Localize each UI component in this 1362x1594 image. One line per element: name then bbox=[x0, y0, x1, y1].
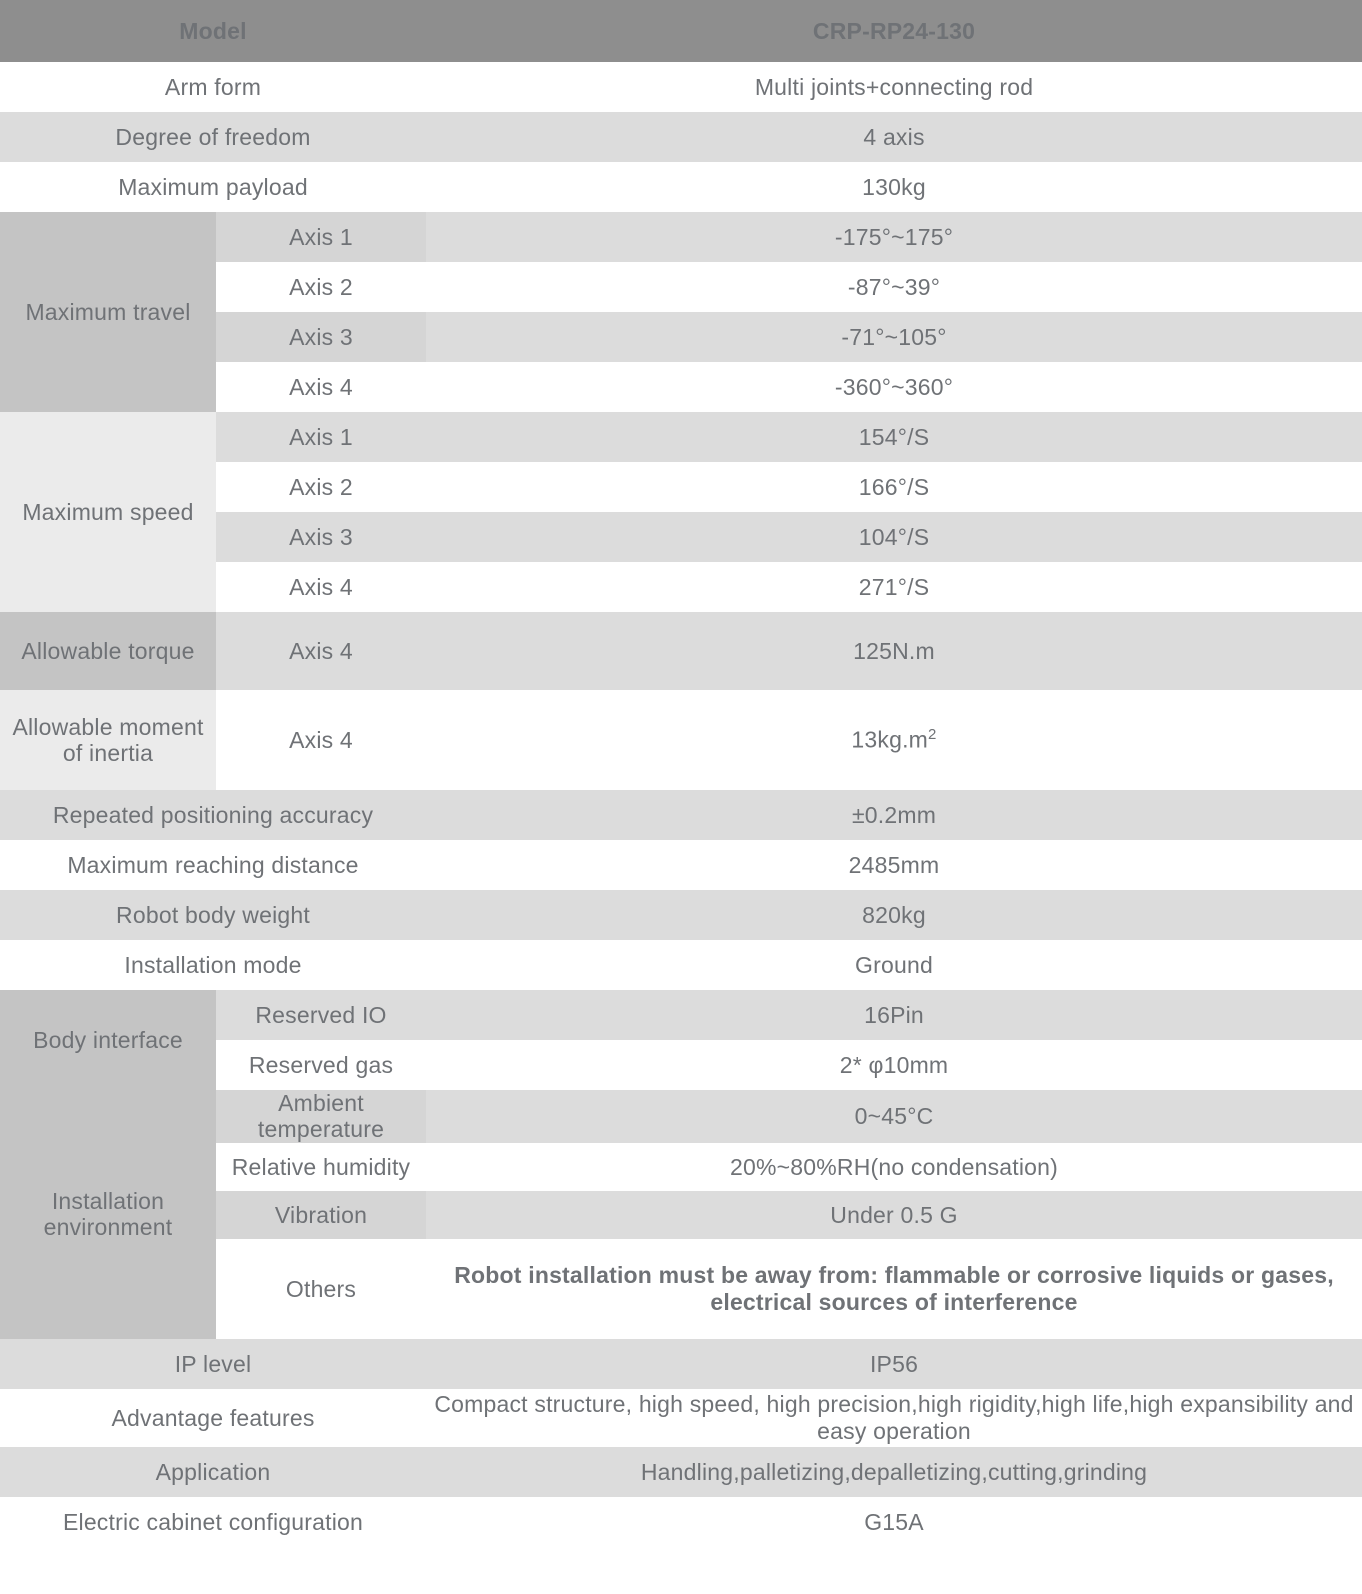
sub-label-relative-humidity: Relative humidity bbox=[216, 1143, 426, 1191]
row-value-degree-of-freedom: 4 axis bbox=[426, 112, 1362, 162]
value-travel-axis-3: -71°~105° bbox=[426, 312, 1362, 362]
row-value-installation-mode: Ground bbox=[426, 940, 1362, 990]
row-value-electric-cabinet-configuration: G15A bbox=[426, 1497, 1362, 1547]
row-label-application: Application bbox=[0, 1447, 426, 1497]
table-row bbox=[0, 212, 1362, 262]
sub-label-axis-4: Axis 4 bbox=[216, 362, 426, 412]
value-reserved-gas: 2* φ10mm bbox=[426, 1040, 1362, 1090]
value-travel-axis-4: -360°~360° bbox=[426, 362, 1362, 412]
sub-label-axis-4: Axis 4 bbox=[216, 562, 426, 612]
header-model-label: Model bbox=[0, 0, 426, 62]
table-row bbox=[0, 940, 1362, 990]
row-value-arm-form: Multi joints+connecting rod bbox=[426, 62, 1362, 112]
table-row bbox=[0, 1447, 1362, 1497]
row-label-installation-mode: Installation mode bbox=[0, 940, 426, 990]
row-label-maximum-reaching-distance: Maximum reaching distance bbox=[0, 840, 426, 890]
row-value-robot-body-weight: 820kg bbox=[426, 890, 1362, 940]
table-row bbox=[0, 1497, 1362, 1547]
row-value-maximum-reaching-distance: 2485mm bbox=[426, 840, 1362, 890]
row-value-ip-level: IP56 bbox=[426, 1339, 1362, 1389]
table-row bbox=[0, 612, 1362, 690]
row-label-electric-cabinet-configuration: Electric cabinet configuration bbox=[0, 1497, 426, 1547]
row-label-arm-form: Arm form bbox=[0, 62, 426, 112]
sub-label-axis-3: Axis 3 bbox=[216, 312, 426, 362]
moment-value-main: 13kg.m bbox=[851, 727, 929, 754]
row-label-maximum-payload: Maximum payload bbox=[0, 162, 426, 212]
table-row bbox=[0, 1090, 1362, 1143]
value-relative-humidity: 20%~80%RH(no condensation) bbox=[426, 1143, 1362, 1191]
sub-label-others: Others bbox=[216, 1239, 426, 1339]
table-row bbox=[0, 990, 1362, 1040]
sub-label-axis-4: Axis 4 bbox=[216, 612, 426, 690]
sub-label-reserved-io: Reserved IO bbox=[216, 990, 426, 1040]
table-row bbox=[0, 890, 1362, 940]
value-speed-axis-1: 154°/S bbox=[426, 412, 1362, 462]
value-speed-axis-4: 271°/S bbox=[426, 562, 1362, 612]
sub-label-reserved-gas: Reserved gas bbox=[216, 1040, 426, 1090]
table-header-row bbox=[0, 0, 1362, 62]
sub-label-axis-1: Axis 1 bbox=[216, 212, 426, 262]
row-label-repeated-positioning-accuracy: Repeated positioning accuracy bbox=[0, 790, 426, 840]
moment-value-exponent: 2 bbox=[928, 726, 937, 744]
sub-label-ambient-temperature: Ambient temperature bbox=[216, 1090, 426, 1143]
table-row bbox=[0, 1339, 1362, 1389]
value-ambient-temperature: 0~45°C bbox=[426, 1090, 1362, 1143]
row-label-degree-of-freedom: Degree of freedom bbox=[0, 112, 426, 162]
table-row bbox=[0, 112, 1362, 162]
table-row bbox=[0, 690, 1362, 790]
group-label-allowable-moment-of-inertia: Allowable moment of inertia bbox=[0, 690, 216, 790]
header-model-value: CRP-RP24-130 bbox=[426, 0, 1362, 62]
row-label-ip-level: IP level bbox=[0, 1339, 426, 1389]
value-allowable-moment-axis-4 bbox=[426, 690, 1362, 790]
value-others: Robot installation must be away from: flammable or corrosive liquids or gases, electrical sources of interference bbox=[426, 1239, 1362, 1339]
table-row bbox=[0, 790, 1362, 840]
value-speed-axis-3: 104°/S bbox=[426, 512, 1362, 562]
row-value-repeated-positioning-accuracy: ±0.2mm bbox=[426, 790, 1362, 840]
row-label-robot-body-weight: Robot body weight bbox=[0, 890, 426, 940]
group-label-installation-environment: Installation environment bbox=[0, 1090, 216, 1339]
row-value-application: Handling,palletizing,depalletizing,cutting,grinding bbox=[426, 1447, 1362, 1497]
group-label-maximum-speed: Maximum speed bbox=[0, 412, 216, 612]
table-row bbox=[0, 412, 1362, 462]
table-row bbox=[0, 1389, 1362, 1447]
value-travel-axis-1: -175°~175° bbox=[426, 212, 1362, 262]
table-row bbox=[0, 162, 1362, 212]
group-label-maximum-travel: Maximum travel bbox=[0, 212, 216, 412]
row-value-maximum-payload: 130kg bbox=[426, 162, 1362, 212]
sub-label-axis-2: Axis 2 bbox=[216, 462, 426, 512]
sub-label-axis-2: Axis 2 bbox=[216, 262, 426, 312]
value-speed-axis-2: 166°/S bbox=[426, 462, 1362, 512]
value-travel-axis-2: -87°~39° bbox=[426, 262, 1362, 312]
sub-label-axis-4: Axis 4 bbox=[216, 690, 426, 790]
value-reserved-io: 16Pin bbox=[426, 990, 1362, 1040]
group-label-allowable-torque: Allowable torque bbox=[0, 612, 216, 690]
row-value-advantage-features: Compact structure, high speed, high precision,high rigidity,high life,high expansibility and easy operation bbox=[426, 1389, 1362, 1447]
sub-label-vibration: Vibration bbox=[216, 1191, 426, 1239]
sub-label-axis-1: Axis 1 bbox=[216, 412, 426, 462]
table-row bbox=[0, 62, 1362, 112]
sub-label-axis-3: Axis 3 bbox=[216, 512, 426, 562]
value-allowable-torque-axis-4: 125N.m bbox=[426, 612, 1362, 690]
table-row bbox=[0, 840, 1362, 890]
group-label-body-interface: Body interface bbox=[0, 990, 216, 1090]
value-vibration: Under 0.5 G bbox=[426, 1191, 1362, 1239]
row-label-advantage-features: Advantage features bbox=[0, 1389, 426, 1447]
